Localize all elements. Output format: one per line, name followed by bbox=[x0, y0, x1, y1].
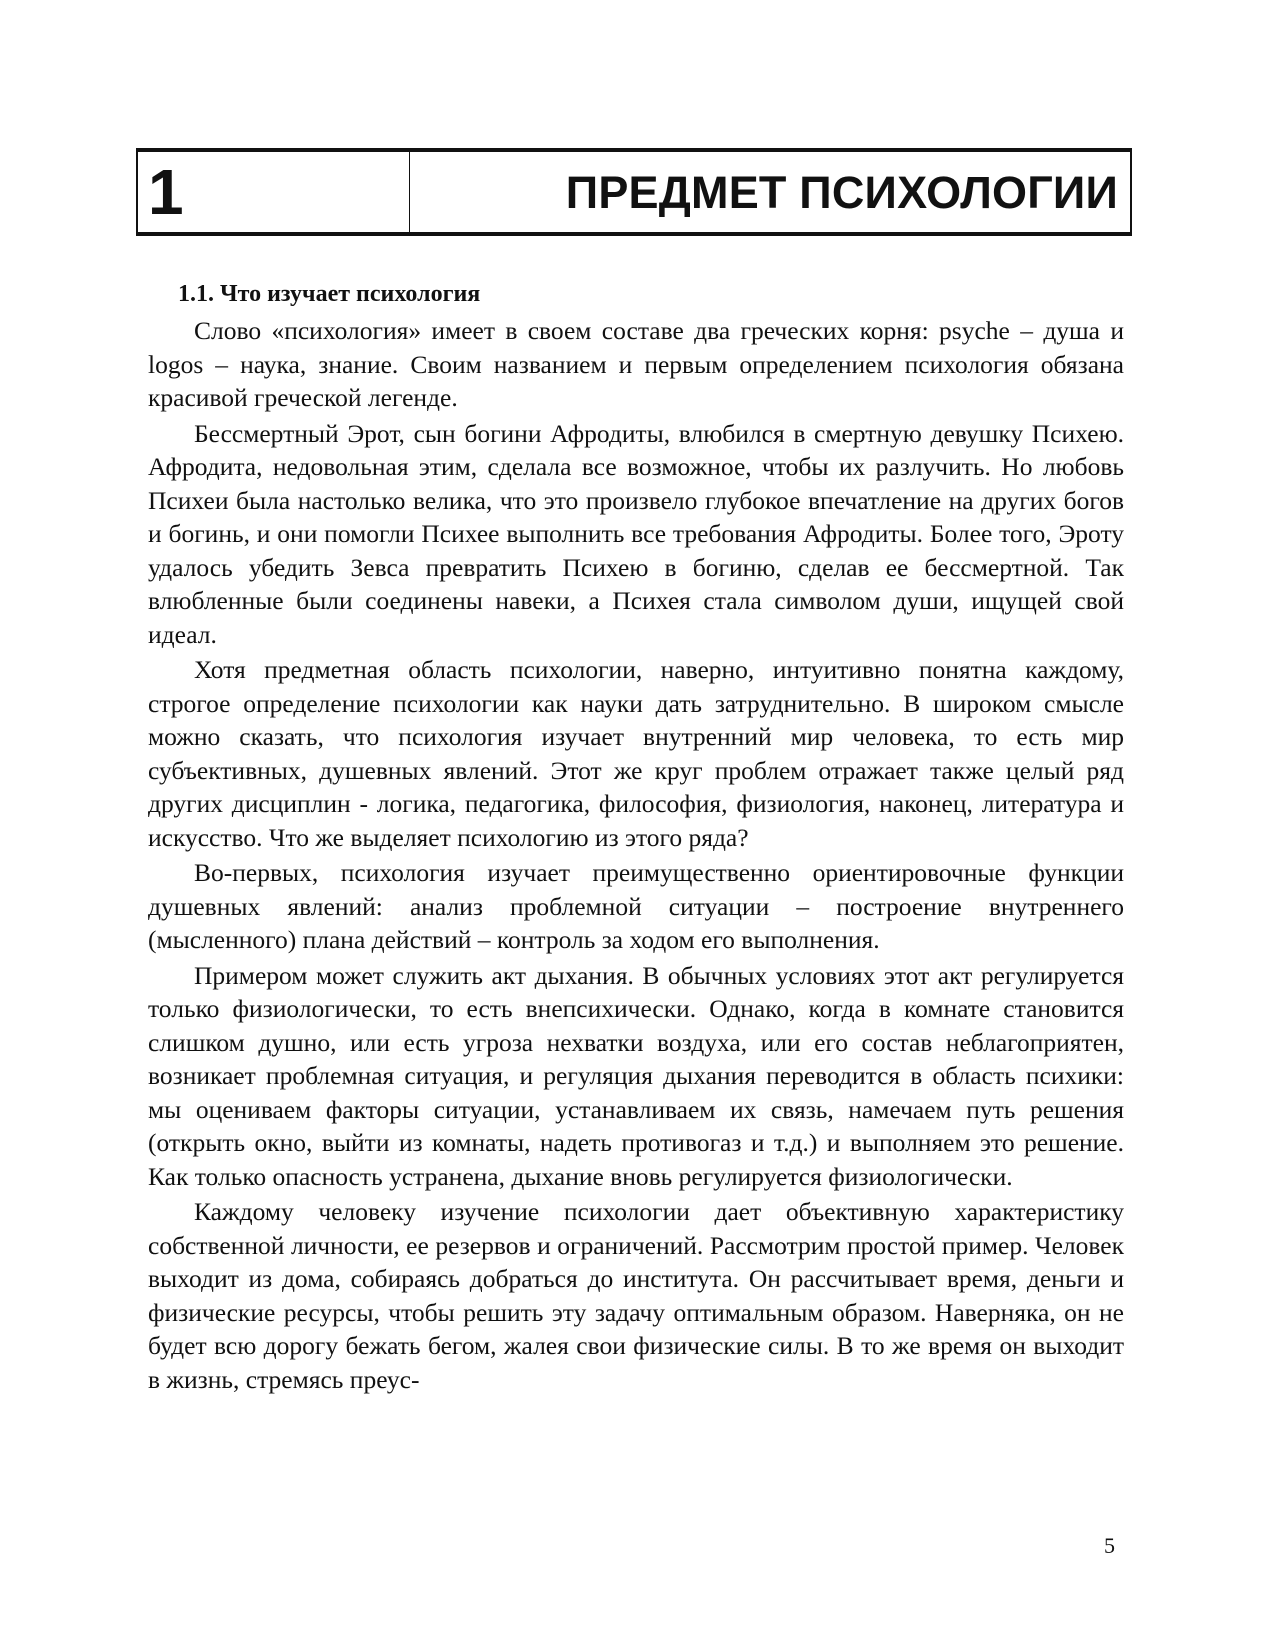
chapter-number-cell bbox=[138, 152, 410, 232]
paragraph-1: Слово «психология» имеет в своем составе два греческих корня: psyche – душа и logos – наука, знание. Своим названием и первым определением психология обязана красивой греческой легенде. bbox=[148, 316, 1124, 412]
page-number: 5 bbox=[1104, 1533, 1115, 1558]
paragraph-6: Каждому человеку изучение психологии дает объективную характеристику собственной личности, ее резервов и ограничений. Рассмотрим простой пример. Человек выходит из дома, собираясь добраться до института. Он рассчитывает время, деньги и физические ресурсы, чтобы решить эту задачу оптимальным образом. Наверняка, он не будет всю дорогу бежать бегом, жалея свои физические силы. В то же время он выходит в жизнь, стремясь преус- bbox=[148, 1197, 1124, 1394]
chapter-title-cell bbox=[410, 152, 1130, 232]
body-text bbox=[148, 278, 1124, 1398]
paragraph-2: Бессмертный Эрот, сын богини Афродиты, влюбился в смертную девушку Психею. Афродита, недовольная этим, сделала все возможное, чтобы их разлучить. Но любовь Психеи была настолько велика, что это произвело глубокое впечатление на других богов и богинь, и они помогли Психее выполнить все требования Афродиты. Более того, Эроту удалось убедить Зевса превратить Психею в богиню, сделав ее бессмертной. Так влюбленные были соединены навеки, а Психея стала символом души, ищущей свой идеал. bbox=[148, 418, 1124, 649]
paragraph-3: Хотя предметная область психологии, наверно, интуитивно понятна каждому, строгое определение психологии как науки дать затруднительно. В широком смысле можно сказать, что психология изучает внутренний мир человека, то есть мир субъективных, душевных явлений. Этот же круг проблем отражает также целый ряд других дисциплин - логика, педагогика, философия, физиология, наконец, литература и искусство. Что же выделяет психологию из этого ряда? bbox=[148, 655, 1124, 852]
chapter-header bbox=[136, 148, 1132, 236]
paragraph-5: Примером может служить акт дыхания. В обычных условиях этот акт регулируется только физиологически, то есть внепсихически. Однако, когда в комнате становится слишком душно, или есть угроза нехватки воздуха, или его состав неблагоприятен, возникает проблемная ситуация, и регуляция дыхания переводится в область психики: мы оцениваем факторы ситуации, устанавливаем их связь, намечаем путь решения (открыть окно, выйти из комнаты, надеть противогаз и т.д.) и выполняем это решение. Как только опасность устранена, дыхание вновь регулируется физиологически. bbox=[148, 960, 1124, 1191]
chapter-title: ПРЕДМЕТ ПСИХОЛОГИИ bbox=[565, 166, 1118, 218]
section-heading: 1.1. Что изучает психология bbox=[178, 281, 481, 307]
chapter-number: 1 bbox=[148, 156, 184, 228]
paragraph-4: Во-первых, психология изучает преимущественно ориентировочные функции душевных явлений: анализ проблемной ситуации – построение внутреннего (мысленного) плана действий – контроль за ходом его выполнения. bbox=[148, 858, 1124, 954]
